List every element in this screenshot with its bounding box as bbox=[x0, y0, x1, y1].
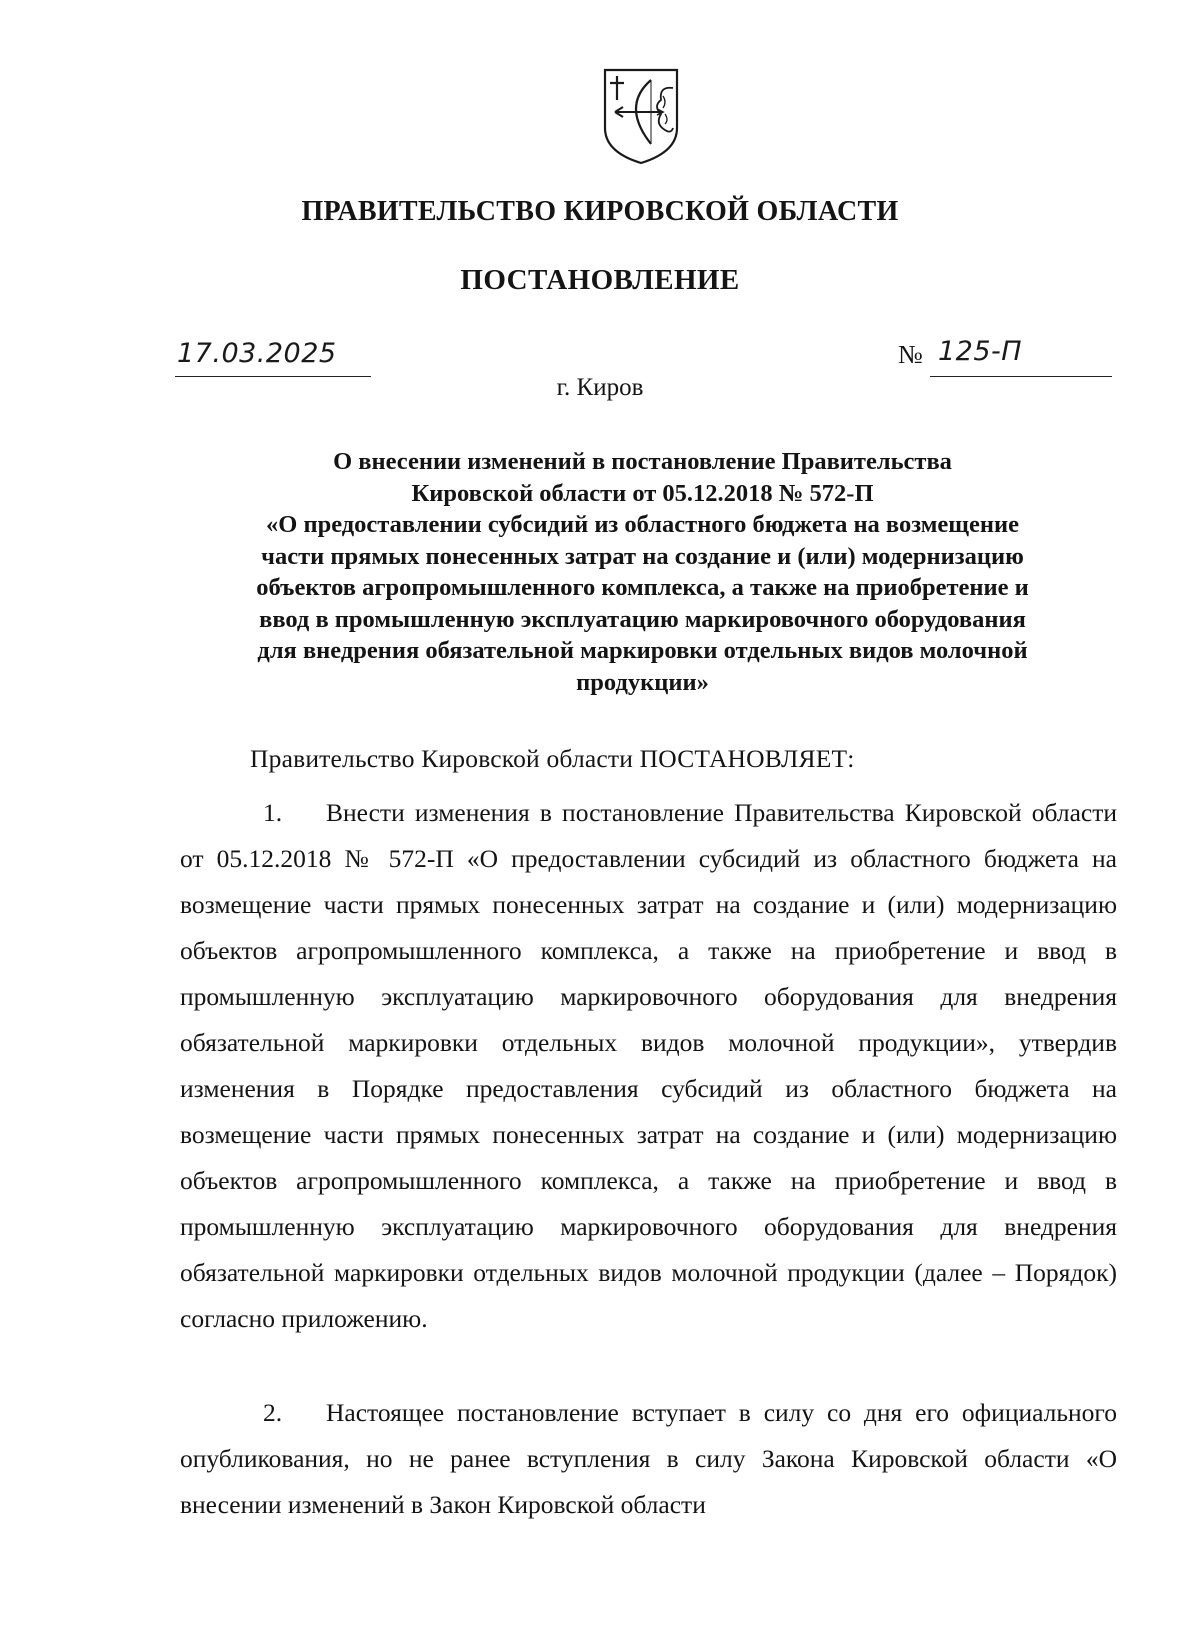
subject-line: О внесении изменений в постановление Правительства bbox=[333, 448, 952, 475]
government-name: ПРАВИТЕЛЬСТВО КИРОВСКОЙ ОБЛАСТИ bbox=[301, 196, 899, 227]
resolution-item-2 bbox=[180, 1390, 1117, 1528]
subject-line: «О предоставлении субсидий из областного бюджета на возмещение bbox=[266, 511, 1019, 538]
item-number: 2. bbox=[263, 1398, 283, 1427]
subject-line: Кировской области от 05.12.2018 № 572-П bbox=[411, 479, 874, 507]
item-text: Внести изменения в постановление Правительства Кировской области от 05.12.2018 № 572-П «О предоставлении субсидий из областного бюджета на возмещение части прямых понесенных затрат на создание и (или) модернизацию объектов агропромышленного комплекса, а также на приобретение и ввод в промышленную эксплуатацию маркировочного оборудования для внедрения обязательной маркировки отдельных видов молочной продукции», утвердив изменения в Порядке предоставления субсидий из областного бюджета на возмещение части прямых понесенных затрат на создание и (или) модернизацию объектов агропромышленного комплекса, а также на приобретение и ввод в промышленную эксплуатацию маркировочного оборудования для внедрения обязательной маркировки отдельных видов молочной продукции (далее – Порядок) согласно приложению. bbox=[180, 798, 1117, 1333]
number-field bbox=[930, 336, 1112, 377]
resolution-intro: Правительство Кировской области ПОСТАНОВЛЯЕТ: bbox=[250, 744, 855, 773]
handwritten-number: 125-П bbox=[938, 336, 1023, 367]
date-field bbox=[175, 336, 371, 377]
document-subject bbox=[170, 446, 1115, 698]
city-name: г. Киров bbox=[556, 374, 644, 401]
subject-line: ввод в промышленную эксплуатацию маркировочного оборудования bbox=[259, 605, 1026, 633]
number-sign: № bbox=[898, 340, 923, 369]
resolution-item-1 bbox=[180, 790, 1117, 1342]
item-number: 1. bbox=[263, 798, 283, 827]
document-type: ПОСТАНОВЛЕНИЕ bbox=[460, 264, 740, 296]
kirov-region-coat-of-arms-icon bbox=[601, 66, 681, 166]
subject-line: объектов агропромышленного комплекса, а также на приобретение и bbox=[256, 574, 1029, 601]
subject-line: для внедрения обязательной маркировки отдельных видов молочной bbox=[257, 637, 1028, 664]
item-text: Настоящее постановление вступает в силу со дня его официального опубликования, но не ранее вступления в силу Закона Кировской области «О внесении изменений в Закон Кировской области bbox=[180, 1398, 1117, 1519]
subject-line: части прямых понесенных затрат на создание и (или) модернизацию bbox=[261, 542, 1024, 570]
handwritten-date: 17.03.2025 bbox=[177, 338, 337, 369]
subject-line: продукции» bbox=[576, 668, 709, 696]
